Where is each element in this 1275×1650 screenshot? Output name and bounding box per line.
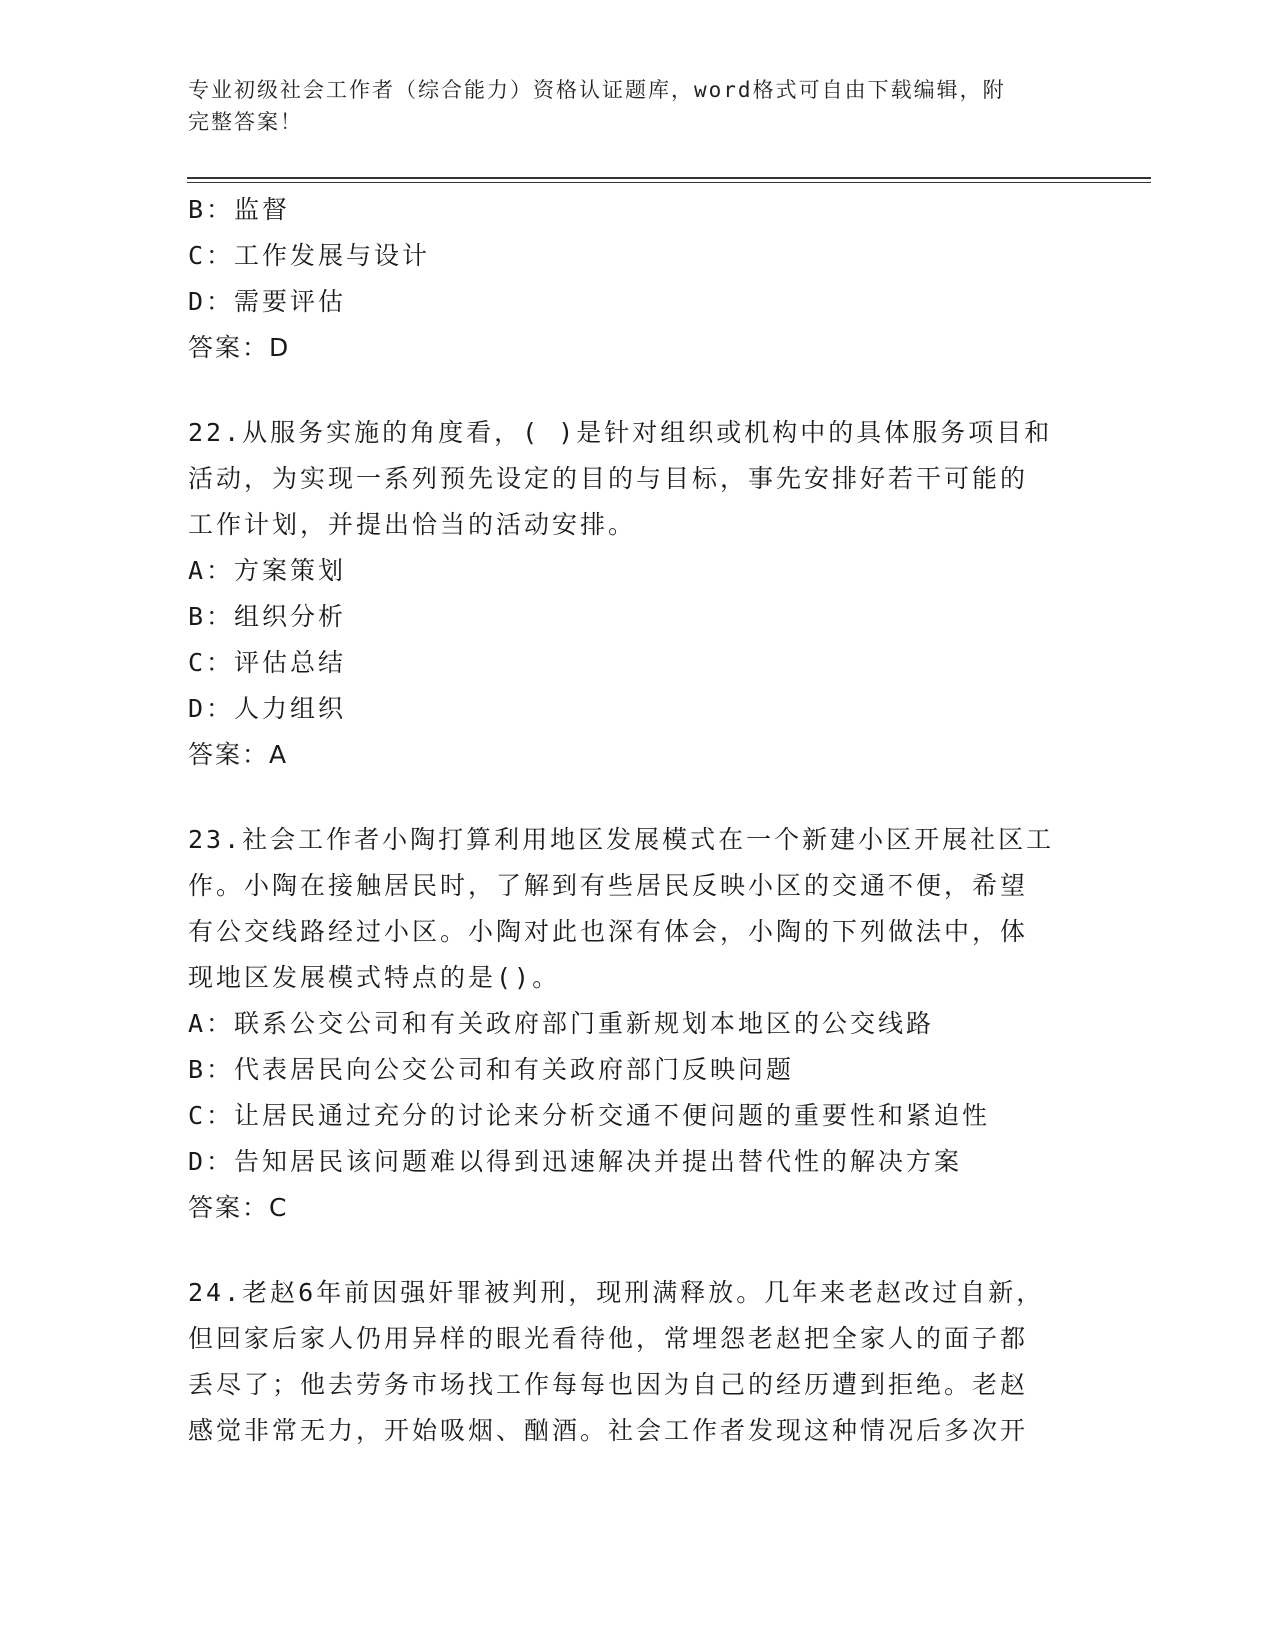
header-divider-thick xyxy=(187,177,1151,179)
q24-stem-line-3: 丢尽了；他去劳务市场找工作每每也因为自己的经历遭到拒绝。老赵 xyxy=(188,1370,1029,1399)
q22-option-c: C：评估总结 xyxy=(188,648,347,677)
q22-answer: 答案：A xyxy=(188,740,289,769)
q23-option-c: C：让居民通过充分的讨论来分析交通不便问题的重要性和紧迫性 xyxy=(188,1101,991,1130)
q23-option-a: A：联系公交公司和有关政府部门重新规划本地区的公交线路 xyxy=(188,1009,935,1038)
q23-stem-line-4: 现地区发展模式特点的是()。 xyxy=(188,963,561,992)
q22-stem-line-3: 工作计划，并提出恰当的活动安排。 xyxy=(188,510,637,539)
q22-option-b: B：组织分析 xyxy=(188,602,347,631)
q23-stem-line-3: 有公交线路经过小区。小陶对此也深有体会，小陶的下列做法中，体 xyxy=(188,917,1029,946)
q21-option-c: C：工作发展与设计 xyxy=(188,241,431,270)
header-line-1: 专业初级社会工作者（综合能力）资格认证题库，word格式可自由下载编辑，附 xyxy=(188,78,1006,102)
q21-option-b: B：监督 xyxy=(188,195,291,224)
q24-stem-line-4: 感觉非常无力，开始吸烟、酗酒。社会工作者发现这种情况后多次开 xyxy=(188,1416,1029,1445)
question-21-block xyxy=(188,187,1088,371)
question-22-block xyxy=(188,410,1088,778)
header-divider-thin xyxy=(187,182,1151,183)
q21-option-d: D：需要评估 xyxy=(188,287,347,316)
q24-stem-line-2: 但回家后家人仍用异样的眼光看待他，常埋怨老赵把全家人的面子都 xyxy=(188,1324,1029,1353)
q24-stem-line-1: 24.老赵6年前因强奸罪被判刑，现刑满释放。几年来老赵改过自新， xyxy=(188,1278,1045,1307)
q23-stem-line-2: 作。小陶在接触居民时，了解到有些居民反映小区的交通不便，希望 xyxy=(188,871,1029,900)
q22-stem-line-1: 22.从服务实施的角度看，( )是针对组织或机构中的具体服务项目和 xyxy=(188,418,1053,447)
q21-answer: 答案：D xyxy=(188,333,291,362)
q23-option-b: B：代表居民向公交公司和有关政府部门反映问题 xyxy=(188,1055,795,1084)
q23-answer: 答案：C xyxy=(188,1193,289,1222)
document-header xyxy=(188,74,1088,138)
header-line-2: 完整答案！ xyxy=(188,110,303,134)
q22-option-d: D：人力组织 xyxy=(188,694,347,723)
question-24-block xyxy=(188,1270,1088,1454)
q23-stem-line-1: 23.社会工作者小陶打算利用地区发展模式在一个新建小区开展社区工 xyxy=(188,825,1055,854)
question-content xyxy=(188,187,1088,1454)
q22-stem-line-2: 活动，为实现一系列预先设定的目的与目标，事先安排好若干可能的 xyxy=(188,464,1029,493)
q23-option-d: D：告知居民该问题难以得到迅速解决并提出替代性的解决方案 xyxy=(188,1147,963,1176)
question-23-block xyxy=(188,817,1088,1231)
q22-option-a: A：方案策划 xyxy=(188,556,347,585)
